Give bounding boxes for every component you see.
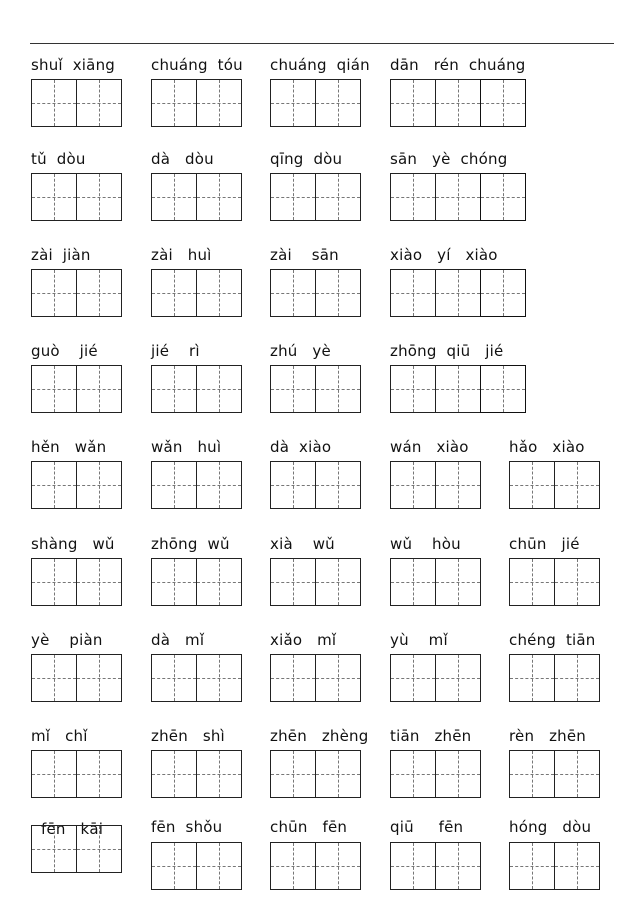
writing-cell[interactable] [270,173,316,221]
writing-boxes[interactable] [151,365,241,413]
pinyin-label: chuáng tóu [151,56,243,74]
writing-cell[interactable] [435,558,481,606]
pinyin-label: zhōng qiū jié [390,342,504,360]
writing-cell[interactable] [31,269,77,317]
writing-cell[interactable] [390,269,436,317]
writing-boxes[interactable] [390,750,480,798]
writing-cell[interactable] [31,365,77,413]
writing-boxes[interactable] [31,365,121,413]
writing-boxes[interactable] [151,173,241,221]
writing-boxes[interactable] [270,365,360,413]
writing-cell[interactable] [390,558,436,606]
writing-cell[interactable] [196,558,242,606]
top-rule [30,43,614,44]
pinyin-label: zhēn shì [151,727,225,745]
writing-cell[interactable] [196,654,242,702]
writing-cell[interactable] [435,461,481,509]
pinyin-label: hóng dòu [509,818,592,836]
writing-boxes[interactable] [151,558,241,606]
writing-cell[interactable] [390,79,436,127]
writing-cell[interactable] [270,461,316,509]
writing-cell[interactable] [151,842,197,890]
writing-cell[interactable] [151,173,197,221]
writing-cell[interactable] [315,461,361,509]
writing-cell[interactable] [390,750,436,798]
writing-boxes[interactable] [270,79,360,127]
writing-cell[interactable] [509,654,555,702]
writing-boxes[interactable] [270,461,360,509]
writing-cell[interactable] [76,558,122,606]
pinyin-label: qīng dòu [270,150,343,168]
writing-boxes[interactable] [151,79,241,127]
writing-boxes[interactable] [390,654,480,702]
pinyin-label: wán xiào [390,438,469,456]
pinyin-label: zài jiàn [31,246,91,264]
writing-cell[interactable] [435,750,481,798]
writing-cell[interactable] [151,461,197,509]
writing-boxes[interactable] [151,842,241,890]
writing-cell[interactable] [509,750,555,798]
writing-boxes[interactable] [31,461,121,509]
pinyin-label: fēn shǒu [151,818,223,836]
writing-boxes[interactable] [390,558,480,606]
pinyin-label: rèn zhēn [509,727,586,745]
writing-cell[interactable] [480,79,526,127]
writing-cell[interactable] [31,461,77,509]
writing-cell[interactable] [554,558,600,606]
writing-cell[interactable] [76,825,122,873]
writing-cell[interactable] [390,461,436,509]
writing-boxes[interactable] [390,365,525,413]
writing-cell[interactable] [509,842,555,890]
pinyin-label: wǔ hòu [390,535,461,553]
pinyin-label: dà mǐ [151,631,205,649]
writing-cell[interactable] [76,750,122,798]
pinyin-label: hǎo xiào [509,438,585,456]
pinyin-label: zhú yè [270,342,331,360]
writing-boxes[interactable] [31,173,121,221]
writing-cell[interactable] [151,365,197,413]
writing-cell[interactable] [76,365,122,413]
pinyin-label: chūn fēn [270,818,348,836]
pinyin-label: zài huì [151,246,212,264]
pinyin-label: shàng wǔ [31,535,115,553]
pinyin-label: dà dòu [151,150,214,168]
writing-cell[interactable] [31,173,77,221]
writing-cell[interactable] [76,269,122,317]
writing-boxes[interactable] [509,558,599,606]
writing-cell[interactable] [315,365,361,413]
pinyin-label: xiào yí xiào [390,246,498,264]
writing-cell[interactable] [315,558,361,606]
writing-cell[interactable] [480,269,526,317]
writing-boxes[interactable] [151,654,241,702]
writing-cell[interactable] [315,750,361,798]
writing-boxes[interactable] [31,654,121,702]
writing-cell[interactable] [76,654,122,702]
pinyin-label: qiū fēn [390,818,464,836]
writing-cell[interactable] [196,842,242,890]
writing-cell[interactable] [315,269,361,317]
pinyin-label: fēn kāi [41,820,104,838]
writing-cell[interactable] [76,461,122,509]
writing-boxes[interactable] [31,269,121,317]
pinyin-label: tǔ dòu [31,150,86,168]
writing-cell[interactable] [196,173,242,221]
writing-cell[interactable] [554,654,600,702]
writing-boxes[interactable] [270,654,360,702]
writing-cell[interactable] [509,461,555,509]
writing-cell[interactable] [435,269,481,317]
writing-cell[interactable] [196,750,242,798]
writing-cell[interactable] [76,173,122,221]
pinyin-label: hěn wǎn [31,438,107,456]
writing-cell[interactable] [151,654,197,702]
writing-boxes[interactable] [270,558,360,606]
writing-boxes[interactable] [31,825,121,873]
writing-cell[interactable] [151,79,197,127]
writing-boxes[interactable] [151,750,241,798]
writing-boxes[interactable] [390,269,525,317]
writing-boxes[interactable] [151,269,241,317]
pinyin-label: mǐ chǐ [31,727,88,745]
pinyin-label: chūn jié [509,535,580,553]
writing-cell[interactable] [390,173,436,221]
writing-boxes[interactable] [31,750,121,798]
writing-cell[interactable] [270,842,316,890]
writing-cell[interactable] [31,79,77,127]
writing-cell[interactable] [315,173,361,221]
writing-cell[interactable] [76,79,122,127]
pinyin-label: zhēn zhèng [270,727,369,745]
writing-boxes[interactable] [509,842,599,890]
writing-cell[interactable] [151,269,197,317]
writing-cell[interactable] [435,79,481,127]
writing-cell[interactable] [554,842,600,890]
pinyin-label: jié rì [151,342,200,360]
writing-cell[interactable] [435,654,481,702]
writing-cell[interactable] [509,558,555,606]
pinyin-label: sān yè chóng [390,150,508,168]
pinyin-label: dān rén chuáng [390,56,526,74]
writing-cell[interactable] [270,558,316,606]
writing-cell[interactable] [31,750,77,798]
writing-boxes[interactable] [390,842,480,890]
writing-cell[interactable] [31,558,77,606]
writing-boxes[interactable] [270,269,360,317]
pinyin-label: xià wǔ [270,535,335,553]
writing-cell[interactable] [196,365,242,413]
writing-cell[interactable] [270,365,316,413]
writing-cell[interactable] [270,79,316,127]
pinyin-label: chéng tiān [509,631,596,649]
writing-cell[interactable] [270,654,316,702]
writing-cell[interactable] [315,842,361,890]
writing-boxes[interactable] [31,79,121,127]
writing-cell[interactable] [390,365,436,413]
writing-boxes[interactable] [509,750,599,798]
writing-cell[interactable] [151,750,197,798]
writing-boxes[interactable] [270,842,360,890]
writing-cell[interactable] [390,842,436,890]
writing-boxes[interactable] [31,558,121,606]
writing-cell[interactable] [554,750,600,798]
writing-boxes[interactable] [270,173,360,221]
pinyin-label: tiān zhēn [390,727,472,745]
pinyin-label: zhōng wǔ [151,535,230,553]
writing-cell[interactable] [315,79,361,127]
writing-boxes[interactable] [509,654,599,702]
writing-cell[interactable] [435,842,481,890]
writing-cell[interactable] [435,365,481,413]
pinyin-label: wǎn huì [151,438,222,456]
writing-boxes[interactable] [509,461,599,509]
pinyin-label: dà xiào [270,438,332,456]
writing-boxes[interactable] [390,79,525,127]
writing-boxes[interactable] [390,173,525,221]
writing-cell[interactable] [196,461,242,509]
writing-cell[interactable] [31,825,77,873]
pinyin-label: yù mǐ [390,631,448,649]
writing-boxes[interactable] [151,461,241,509]
pinyin-label: shuǐ xiāng [31,56,115,74]
writing-cell[interactable] [554,461,600,509]
writing-cell[interactable] [196,79,242,127]
writing-cell[interactable] [270,750,316,798]
pinyin-label: guò jié [31,342,98,360]
writing-cell[interactable] [196,269,242,317]
writing-boxes[interactable] [390,461,480,509]
pinyin-label: yè piàn [31,631,103,649]
pinyin-label: zài sān [270,246,339,264]
writing-cell[interactable] [480,365,526,413]
writing-cell[interactable] [315,654,361,702]
writing-cell[interactable] [390,654,436,702]
writing-cell[interactable] [151,558,197,606]
pinyin-label: xiǎo mǐ [270,631,337,649]
writing-cell[interactable] [480,173,526,221]
pinyin-label: chuáng qián [270,56,370,74]
writing-cell[interactable] [435,173,481,221]
writing-boxes[interactable] [270,750,360,798]
writing-cell[interactable] [31,654,77,702]
writing-cell[interactable] [270,269,316,317]
